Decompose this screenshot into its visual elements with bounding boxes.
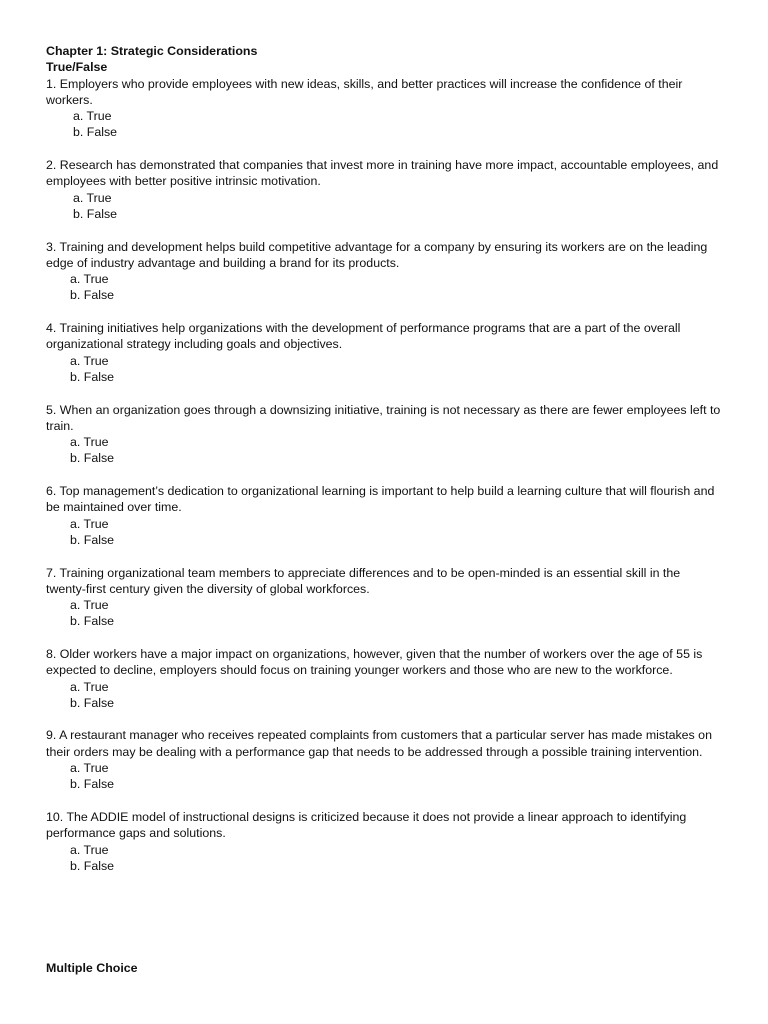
question-text: 6. Top management’s dedication to organizational learning is important to help build a learning culture that will flourish and be maintained over time. <box>46 484 715 515</box>
section-heading-true-false: True/False <box>46 60 108 75</box>
answer-options <box>46 353 722 386</box>
option-false: b. False <box>70 777 115 792</box>
option-false: b. False <box>73 125 118 140</box>
question-7 <box>46 565 722 630</box>
option-false: b. False <box>70 614 115 629</box>
option-true: a. True <box>70 435 109 450</box>
option-false: b. False <box>70 858 115 873</box>
option-false: b. False <box>70 695 115 710</box>
option-false: b. False <box>70 451 115 466</box>
answer-options <box>46 108 722 141</box>
question-6 <box>46 483 722 548</box>
option-true: a. True <box>70 761 109 776</box>
question-4 <box>46 320 722 385</box>
answer-options <box>46 271 722 304</box>
question-text: 8. Older workers have a major impact on organizations, however, given that the number of workers over the age of 55 is expected to decline, employers should focus on training younger workers and those who are new to the workforce. <box>46 646 703 678</box>
answer-options <box>46 679 722 712</box>
answer-options <box>46 434 722 467</box>
option-true: a. True <box>70 353 109 368</box>
question-9 <box>46 727 722 792</box>
question-text: 10. The ADDIE model of instructional designs is criticized because it does not provide a linear approach to identifying performance gaps and solutions. <box>46 809 687 841</box>
question-10 <box>46 809 722 874</box>
question-text: 3. Training and development helps build competitive advantage for a company by ensuring its workers are on the leading edge of industry advantage and building a brand for its products. <box>46 239 708 270</box>
question-text: 5. When an organization goes through a downsizing initiative, training is not necessary as there are fewer employees left to train. <box>46 402 721 433</box>
option-false: b. False <box>73 206 118 221</box>
question-2 <box>46 157 722 222</box>
question-text: 2. Research has demonstrated that companies that invest more in training have more impact, accountable employees, and employees with better positive intrinsic motivation. <box>46 158 719 189</box>
answer-options <box>46 516 722 549</box>
question-3 <box>46 239 722 304</box>
option-true: a. True <box>70 272 109 287</box>
option-true: a. True <box>70 598 109 613</box>
option-true: a. True <box>70 679 109 694</box>
option-false: b. False <box>70 532 115 547</box>
question-list <box>46 76 722 875</box>
question-5 <box>46 402 722 467</box>
question-text: 1. Employers who provide employees with new ideas, skills, and better practices will increase the confidence of their workers. <box>46 76 683 107</box>
option-true: a. True <box>70 842 109 857</box>
answer-options <box>46 190 722 223</box>
option-true: a. True <box>70 516 109 531</box>
option-false: b. False <box>70 369 115 384</box>
question-text: 4. Training initiatives help organizations with the development of performance programs that are a part of the overall organizational strategy including goals and objectives. <box>46 321 681 352</box>
question-text: 7. Training organizational team members to appreciate differences and to be open-minded is an essential skill in the twenty-first century given the diversity of global workforces. <box>46 565 681 596</box>
option-false: b. False <box>70 288 115 303</box>
question-1 <box>46 76 722 141</box>
answer-options <box>46 842 722 875</box>
section-heading-multiple-choice: Multiple Choice <box>46 961 138 975</box>
chapter-title: Chapter 1: Strategic Considerations <box>46 44 258 58</box>
question-8 <box>46 646 722 711</box>
question-text: 9. A restaurant manager who receives repeated complaints from customers that a particular server has made mistakes on their orders may be dealing with a performance gap that needs to be addressed through a possible training intervention. <box>46 728 712 759</box>
option-true: a. True <box>73 190 112 205</box>
answer-options <box>46 597 722 630</box>
option-true: a. True <box>73 109 112 124</box>
answer-options <box>46 760 722 793</box>
